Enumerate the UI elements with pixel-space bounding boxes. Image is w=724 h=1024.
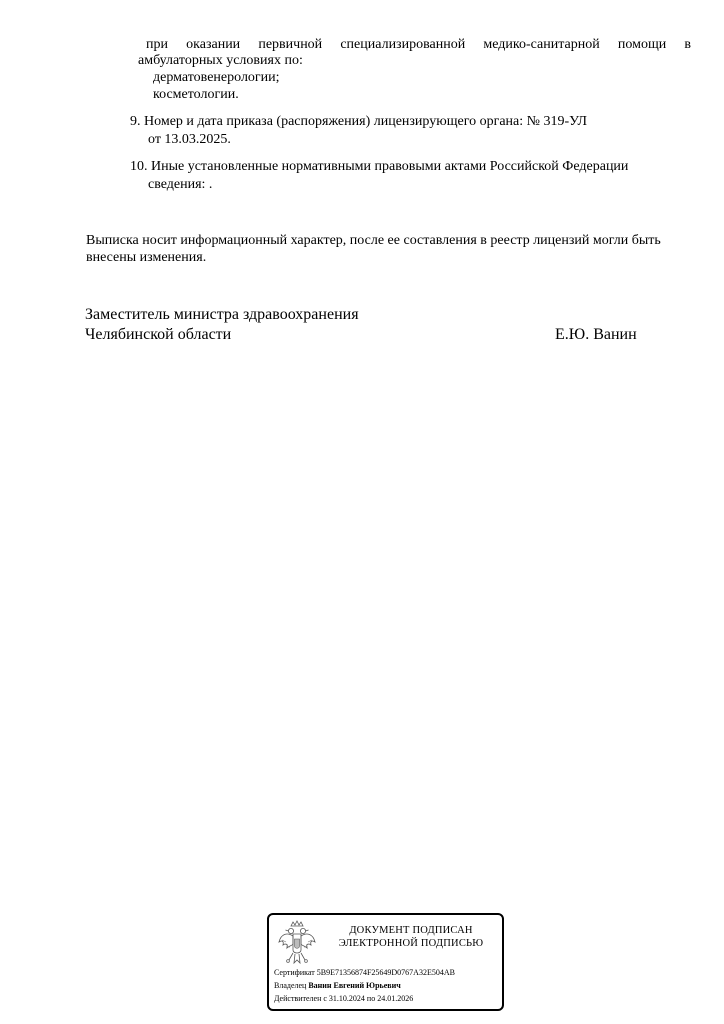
item-10-line-2: сведения: .: [148, 177, 213, 192]
item-9-line-2: от 13.03.2025.: [148, 132, 231, 147]
item-continuation-line-3: дерматовенерологии;: [153, 70, 280, 85]
item-10-line-1: 10. Иные установленные нормативными правовыми актами Российской Федерации: [130, 159, 629, 174]
stamp-title-line-1: ДОКУМЕНТ ПОДПИСАН: [349, 925, 473, 936]
certificate-value: 5B9E71356874F25649D0767A32E504AB: [316, 968, 455, 977]
coat-of-arms-icon: [277, 920, 317, 966]
signer-position-line-2: Челябинской области: [85, 326, 232, 343]
notice-line-1: Выписка носит информационный характер, после ее составления в реестр лицензий могли быть: [86, 233, 661, 248]
item-continuation-line-2: амбулаторных условиях по:: [138, 53, 303, 68]
signer-name: Е.Ю. Ванин: [555, 326, 637, 343]
signer-position-line-1: Заместитель министра здравоохранения: [85, 306, 359, 323]
stamp-owner: [274, 981, 401, 991]
notice-line-2: внесены изменения.: [86, 250, 207, 265]
certificate-label: Сертификат: [274, 968, 315, 977]
electronic-signature-stamp: [267, 913, 504, 1011]
stamp-validity: Действителен с 31.10.2024 по 24.01.2026: [274, 994, 414, 1003]
item-9-line-1: 9. Номер и дата приказа (распоряжения) лицензирующего органа: № 319-УЛ: [130, 114, 587, 129]
stamp-certificate: [274, 968, 455, 978]
item-continuation-line-1: при оказании первичной специализированной медико-санитарной помощи в: [146, 37, 691, 52]
stamp-title-line-2: ЭЛЕКТРОННОЙ ПОДПИСЬЮ: [338, 938, 484, 949]
owner-value: Ванин Евгений Юрьевич: [308, 981, 401, 990]
owner-label: Владелец: [274, 981, 307, 990]
item-continuation-line-4: косметологии.: [153, 87, 239, 102]
